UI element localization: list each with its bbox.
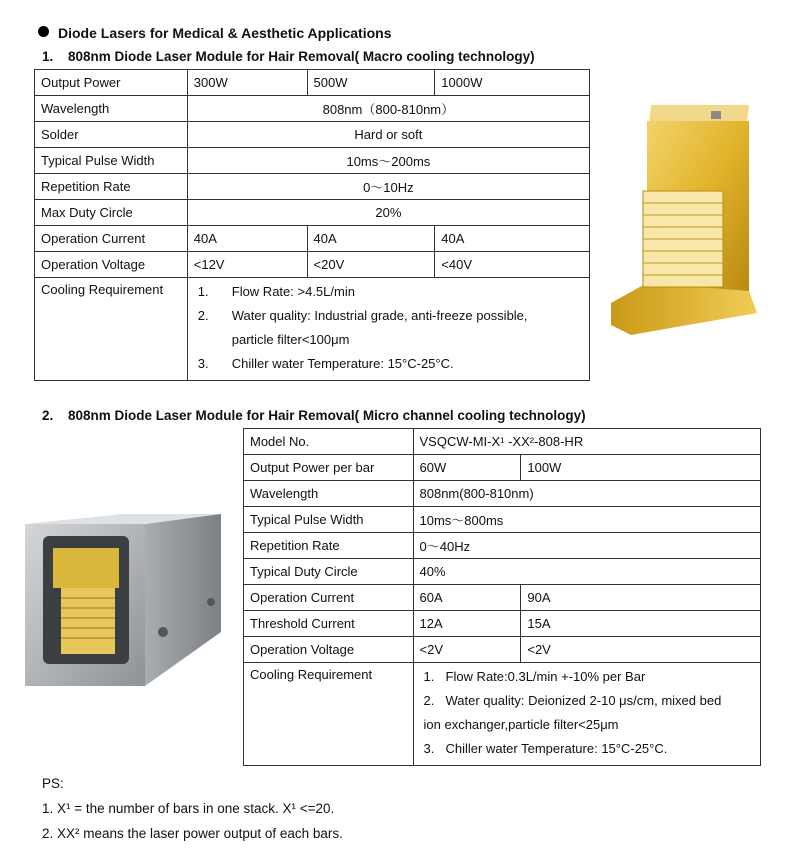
table-row — [35, 70, 590, 96]
row-label: Typical Pulse Width — [244, 507, 414, 533]
table-row — [35, 200, 590, 226]
table-row — [244, 429, 761, 455]
module-base — [611, 283, 757, 335]
table-row — [35, 226, 590, 252]
table-row — [244, 637, 761, 663]
cell-value: 90A — [521, 585, 761, 611]
section1-title — [42, 49, 535, 64]
row-label: Output Power — [35, 70, 188, 96]
row-label: Wavelength — [244, 481, 414, 507]
screw-icon — [711, 111, 721, 119]
row-label: Cooling Requirement — [244, 663, 414, 766]
section2-spec-table — [243, 428, 761, 766]
row-label: Wavelength — [35, 96, 188, 122]
cell-value: 1000W — [435, 70, 590, 96]
row-label: Repetition Rate — [244, 533, 414, 559]
item-text: Water quality: Industrial grade, anti-freeze possible, — [231, 308, 528, 323]
cooling-list-cell — [187, 278, 589, 381]
item-number: 2. — [423, 693, 435, 708]
screw-hole-icon — [207, 598, 215, 606]
cooling-list-cell — [413, 663, 761, 766]
cell-value: 20% — [187, 200, 589, 226]
item-text: Flow Rate: >4.5L/min — [231, 284, 355, 299]
cell-value: 10ms～800ms — [413, 507, 761, 533]
item-number: 2. — [197, 308, 209, 323]
list-item — [420, 665, 755, 689]
cell-value: 808nm(800-810nm) — [413, 481, 761, 507]
table-row — [244, 507, 761, 533]
item-text: particle filter<100μm — [231, 332, 350, 347]
cell-value: 40A — [307, 226, 435, 252]
list-item — [194, 280, 583, 304]
cell-value: Hard or soft — [187, 122, 589, 148]
table-row — [35, 174, 590, 200]
table-row — [244, 559, 761, 585]
cell-value: <40V — [435, 252, 590, 278]
table-row — [244, 585, 761, 611]
table-row — [35, 96, 590, 122]
row-label: Operation Voltage — [244, 637, 414, 663]
section1-title-text: 808nm Diode Laser Module for Hair Removal( Macro cooling technology) — [68, 49, 535, 64]
table-row — [35, 122, 590, 148]
micro-channel-laser-module-image — [23, 512, 223, 687]
cell-value: 40A — [435, 226, 590, 252]
item-number: 1. — [423, 669, 435, 684]
item-number: 3. — [423, 741, 435, 756]
list-item — [420, 689, 755, 713]
cell-value: <20V — [307, 252, 435, 278]
item-text: Chiller water Temperature: 15°C-25°C. — [445, 741, 668, 756]
ps-note: 1. X¹ = the number of bars in one stack. X¹ <=20. — [42, 801, 335, 816]
cell-value: 100W — [521, 455, 761, 481]
table-row — [244, 481, 761, 507]
item-text: Flow Rate:0.3L/min +-10% per Bar — [445, 669, 646, 684]
ps-note: 2. XX² means the laser power output of each bars. — [42, 826, 343, 841]
table-row — [244, 663, 761, 766]
row-label: Operation Current — [244, 585, 414, 611]
row-label: Typical Pulse Width — [35, 148, 188, 174]
cell-value: 808nm（800-810nm） — [187, 96, 589, 122]
list-item — [420, 737, 755, 761]
row-label: Repetition Rate — [35, 174, 188, 200]
table-row — [244, 611, 761, 637]
cell-value: <12V — [187, 252, 307, 278]
table-row — [244, 533, 761, 559]
section2-title — [42, 408, 586, 423]
row-label: Typical Duty Circle — [244, 559, 414, 585]
screw-hole-icon — [158, 627, 168, 637]
item-text: Water quality: Deionized 2-10 μs/cm, mixed bed — [445, 693, 722, 708]
row-label: Max Duty Circle — [35, 200, 188, 226]
table-row — [244, 455, 761, 481]
list-item — [420, 713, 755, 737]
cell-value: 500W — [307, 70, 435, 96]
cell-value: 15A — [521, 611, 761, 637]
row-label: Threshold Current — [244, 611, 414, 637]
row-label: Model No. — [244, 429, 414, 455]
item-text: Chiller water Temperature: 15°C-25°C. — [231, 356, 454, 371]
row-label: Output Power per bar — [244, 455, 414, 481]
item-text: ion exchanger,particle filter<25μm — [423, 717, 619, 732]
item-number: 3. — [197, 356, 209, 371]
list-item — [194, 304, 583, 328]
row-label: Operation Voltage — [35, 252, 188, 278]
cell-value: 40% — [413, 559, 761, 585]
cell-value: <2V — [413, 637, 521, 663]
section1-number: 1. — [42, 49, 54, 64]
macro-laser-module-image — [611, 103, 757, 336]
table-row — [35, 148, 590, 174]
cell-value: 300W — [187, 70, 307, 96]
section2-number: 2. — [42, 408, 54, 423]
row-label: Operation Current — [35, 226, 188, 252]
cell-value: 60W — [413, 455, 521, 481]
cell-value: 0～40Hz — [413, 533, 761, 559]
ps-label: PS: — [42, 776, 64, 791]
cell-value: 40A — [187, 226, 307, 252]
cell-value: 12A — [413, 611, 521, 637]
list-item — [194, 328, 583, 352]
item-number: 1. — [197, 284, 209, 299]
module-top-face — [649, 105, 749, 123]
table-row — [35, 278, 590, 381]
row-label: Solder — [35, 122, 188, 148]
section2-title-text: 808nm Diode Laser Module for Hair Removal( Micro channel cooling technology) — [68, 408, 586, 423]
gold-plate — [53, 548, 119, 588]
cell-value: 10ms～200ms — [187, 148, 589, 174]
list-item — [194, 352, 583, 376]
page-heading: Diode Lasers for Medical & Aesthetic Applications — [58, 25, 392, 41]
bullet-icon — [38, 26, 49, 37]
cell-value: <2V — [521, 637, 761, 663]
cell-value: 0～10Hz — [187, 174, 589, 200]
cell-value: VSQCW-MI-X¹ -XX²-808-HR — [413, 429, 761, 455]
row-label: Cooling Requirement — [35, 278, 188, 381]
table-row — [35, 252, 590, 278]
cell-value: 60A — [413, 585, 521, 611]
section1-spec-table — [34, 69, 590, 381]
